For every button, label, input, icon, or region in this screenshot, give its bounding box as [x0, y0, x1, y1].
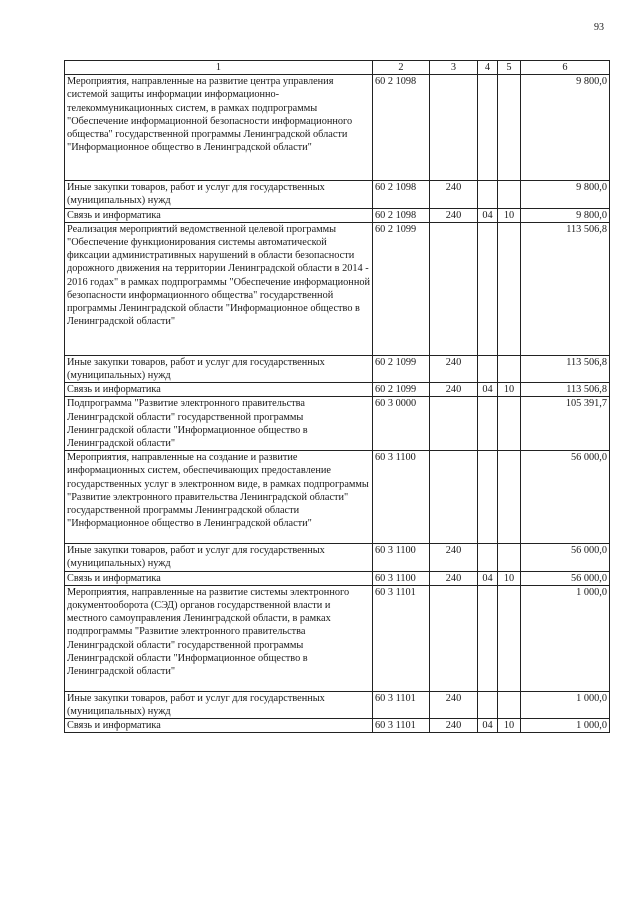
- name-cell: Иные закупки товаров, работ и услуг для государственных (муниципальных) нужд: [65, 544, 373, 571]
- subsection-cell: [498, 222, 521, 355]
- table-body: [65, 61, 610, 733]
- amount-cell: 1 000,0: [521, 585, 610, 691]
- table-row: [65, 383, 610, 397]
- type-cell: 240: [430, 208, 478, 222]
- section-cell: 04: [478, 571, 498, 585]
- name-cell: Связь и информатика: [65, 208, 373, 222]
- section-cell: 04: [478, 383, 498, 397]
- table-row: [65, 75, 610, 181]
- budget-table: [64, 60, 610, 733]
- type-cell: 240: [430, 355, 478, 382]
- table-row: [65, 355, 610, 382]
- name-cell: Подпрограмма "Развитие электронного правительства Ленинградской области" государственной программы Ленинградской области "Информационное общество в Ленинградской области": [65, 397, 373, 451]
- type-cell: 240: [430, 691, 478, 718]
- type-cell: [430, 397, 478, 451]
- subsection-cell: [498, 691, 521, 718]
- amount-cell: 9 800,0: [521, 181, 610, 208]
- type-cell: [430, 222, 478, 355]
- type-cell: 240: [430, 544, 478, 571]
- name-cell: Реализация мероприятий ведомственной целевой программы "Обеспечение функционирования системы автоматической фиксации административных нарушений в области безопасности дорожного движения на территории Ленинградской области в 2014 - 2016 годах" в рамках подпрограммы "Обеспечение информационной безопасности информационного общества" государственной программы Ленинградской области "Информационное общество в Ленинградской области": [65, 222, 373, 355]
- name-cell: Связь и информатика: [65, 571, 373, 585]
- header-col-3: 3: [430, 61, 478, 75]
- table-row: [65, 397, 610, 451]
- type-cell: [430, 451, 478, 544]
- name-cell: Иные закупки товаров, работ и услуг для государственных (муниципальных) нужд: [65, 691, 373, 718]
- section-cell: [478, 355, 498, 382]
- code-cell: 60 3 1100: [373, 451, 430, 544]
- subsection-cell: 10: [498, 571, 521, 585]
- section-cell: [478, 451, 498, 544]
- amount-cell: 1 000,0: [521, 719, 610, 733]
- code-cell: 60 3 0000: [373, 397, 430, 451]
- table-row: [65, 544, 610, 571]
- name-cell: Связь и информатика: [65, 383, 373, 397]
- subsection-cell: 10: [498, 208, 521, 222]
- type-cell: 240: [430, 383, 478, 397]
- header-col-6: 6: [521, 61, 610, 75]
- subsection-cell: [498, 451, 521, 544]
- section-cell: [478, 75, 498, 181]
- amount-cell: 9 800,0: [521, 208, 610, 222]
- type-cell: 240: [430, 571, 478, 585]
- subsection-cell: [498, 355, 521, 382]
- subsection-cell: 10: [498, 383, 521, 397]
- section-cell: [478, 585, 498, 691]
- type-cell: 240: [430, 719, 478, 733]
- code-cell: 60 3 1101: [373, 719, 430, 733]
- amount-cell: 113 506,8: [521, 383, 610, 397]
- table-row: [65, 181, 610, 208]
- name-cell: Связь и информатика: [65, 719, 373, 733]
- code-cell: 60 2 1098: [373, 208, 430, 222]
- code-cell: 60 2 1099: [373, 222, 430, 355]
- amount-cell: 56 000,0: [521, 544, 610, 571]
- name-cell: Мероприятия, направленные на развитие центра управления системой защиты информации информационно-телекоммуникационных систем, в рамках подпрограммы "Обеспечение информационной безопасности информационного общества" государственной программы Ленинградской области "Информационное общество в Ленинградской области": [65, 75, 373, 181]
- amount-cell: 56 000,0: [521, 451, 610, 544]
- header-col-2: 2: [373, 61, 430, 75]
- code-cell: 60 2 1099: [373, 383, 430, 397]
- name-cell: Иные закупки товаров, работ и услуг для государственных (муниципальных) нужд: [65, 181, 373, 208]
- header-col-5: 5: [498, 61, 521, 75]
- table-header-row: [65, 61, 610, 75]
- section-cell: [478, 397, 498, 451]
- header-col-1: 1: [65, 61, 373, 75]
- amount-cell: 56 000,0: [521, 571, 610, 585]
- section-cell: [478, 222, 498, 355]
- subsection-cell: [498, 397, 521, 451]
- type-cell: 240: [430, 181, 478, 208]
- page-number: 93: [594, 22, 604, 33]
- name-cell: Иные закупки товаров, работ и услуг для государственных (муниципальных) нужд: [65, 355, 373, 382]
- type-cell: [430, 75, 478, 181]
- amount-cell: 113 506,8: [521, 222, 610, 355]
- table-row: [65, 571, 610, 585]
- table-row: [65, 719, 610, 733]
- section-cell: [478, 691, 498, 718]
- code-cell: 60 2 1098: [373, 181, 430, 208]
- section-cell: [478, 181, 498, 208]
- table-row: [65, 451, 610, 544]
- table-row: [65, 691, 610, 718]
- subsection-cell: [498, 585, 521, 691]
- subsection-cell: [498, 181, 521, 208]
- table-row: [65, 208, 610, 222]
- subsection-cell: [498, 544, 521, 571]
- subsection-cell: [498, 75, 521, 181]
- code-cell: 60 3 1101: [373, 691, 430, 718]
- header-col-4: 4: [478, 61, 498, 75]
- section-cell: [478, 544, 498, 571]
- amount-cell: 9 800,0: [521, 75, 610, 181]
- name-cell: Мероприятия, направленные на развитие системы электронного документооборота (СЭД) органов государственной власти и местного самоуправления Ленинградской области, в рамках подпрограммы "Развитие электронного правительства Ленинградской области" государственной программы Ленинградской области "Информационное общество в Ленинградской области": [65, 585, 373, 691]
- name-cell: Мероприятия, направленные на создание и развитие информационных систем, обеспечивающих предоставление государственных услуг в электронном виде, в рамках подпрограммы "Развитие электронного правительства Ленинградской области" государственной программы Ленинградской области "Информационное общество в Ленинградской области": [65, 451, 373, 544]
- code-cell: 60 2 1098: [373, 75, 430, 181]
- table-row: [65, 585, 610, 691]
- code-cell: 60 3 1100: [373, 571, 430, 585]
- code-cell: 60 2 1099: [373, 355, 430, 382]
- code-cell: 60 3 1101: [373, 585, 430, 691]
- subsection-cell: 10: [498, 719, 521, 733]
- amount-cell: 105 391,7: [521, 397, 610, 451]
- type-cell: [430, 585, 478, 691]
- section-cell: 04: [478, 208, 498, 222]
- section-cell: 04: [478, 719, 498, 733]
- code-cell: 60 3 1100: [373, 544, 430, 571]
- amount-cell: 113 506,8: [521, 355, 610, 382]
- table-row: [65, 222, 610, 355]
- amount-cell: 1 000,0: [521, 691, 610, 718]
